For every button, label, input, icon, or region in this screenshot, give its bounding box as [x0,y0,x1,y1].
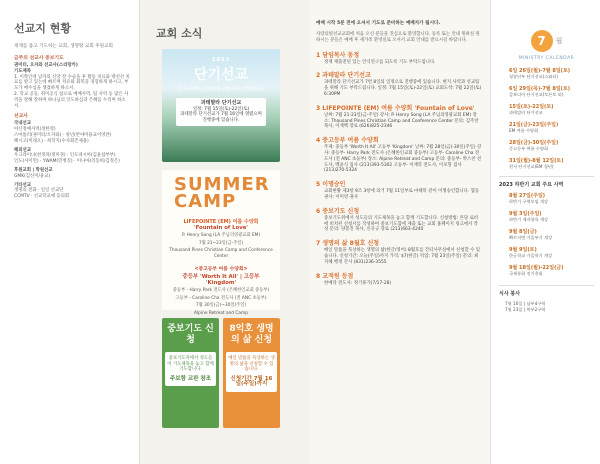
announcement-number: 7 [316,240,321,248]
worship-reminder: 예배 시작 5분 전에 오셔서 기도로 준비하는 예배자가 됩시다. [316,21,441,26]
other-title: 기타선교 [14,182,31,188]
camp-heading: SUMMER CAMP [174,174,270,212]
camp-em-venue: Thousand Pines Christian Camp and Conference Center [169,248,273,259]
news-column [140,0,310,464]
camp-em-title: LIFEPOINTE (EM) 여름 수양회 [183,219,259,225]
poster-title: 단기선교 [193,67,249,83]
event-date: 9월 9일(토) [509,247,537,253]
event-date: 6일 29일(목)-7월 8일(토) [509,86,571,92]
event-date: 15일(토)-22일(토) [509,104,554,110]
announcement-title: 과테말라 단기선교 [322,72,371,80]
announcement-title: 중보기도 신청 [322,207,360,215]
month-label: 월 [555,37,563,45]
devotional-signup-text: 매일 말씀을 묵상하는 생명의 삶을 신청할 수 있습니다. [228,356,275,373]
announcement-body: 주제: 중등부 'Worth It All' 고등부 'Kingdom' 날짜: 7월 28일(금)-30일(주일) 강사: 중등부- Harry Park 전도사 (은혜한인교회 중등부) 고등부- Caroline Cha 전도사 (전 ANC 초등부) 장소: Alpine Retreat and Camp 문의: 중등부- 박스찬 전도사, 백윤식 집사 (213)393-5302 고등부- 이재학 전도사, 이보형 집사 (213)270-5324 [324,145,482,174]
camp-em-date: 7월 21~23일(금-주일) [198,240,244,246]
ministry-calendar [490,0,600,464]
poster-info-box [176,98,266,126]
missions-column [0,0,140,464]
calendar-event [499,157,594,170]
announcement-item [316,238,482,265]
summer-camp-poster [162,170,280,316]
support-line: GMK(김신미/윤교) [14,173,51,179]
calendar-event [499,192,594,205]
camp-youth-speaker: 고등부 - Caroline Cha 전도사 (전 ANC 초등부) [175,295,267,301]
announcement-number: 5 [316,181,321,189]
camp-youth-title: <중고등부 여름 수양회> [194,267,248,272]
announcement-item [316,179,482,201]
announcement-body: 정재 재출전된 있는 안식연구를 되도록 기도 부탁드립니다. [324,59,436,65]
missions-title: 선교지 현황 [14,22,71,35]
event-date: 21일(금)-23일(주일) [509,122,559,128]
overseas-line: 인도(사이먼) · YWAM(민병진) · 이나마(리동희/김정은) [14,159,120,165]
prayer-signup-box [165,352,216,386]
domestic-line: 혜시고(미래오) · 희학지(수사회존제용) [14,138,89,144]
announcement-number: 8 [316,272,321,280]
calendar-subtitle: MINISTRY CALENDAR [518,56,575,61]
announcement-item [316,50,482,66]
announcement-item [316,271,482,287]
event-title: 현지 단기선교(EM 청년) [509,164,554,169]
camp-youth-speaker: 중등부 - Harry Park 전도사 (은혜한인교회 중등부) [172,288,270,293]
event-title: 한글학교 가을학기 개강 [509,253,553,258]
camp-em-theme: 'Fountain of Love' [193,225,249,231]
overseas-line: 우크라이나(천정파/정미경) · 인도네시아(김윤섭부부) [14,153,116,159]
meal-service-title: 식사 봉사 [499,285,594,297]
announcement-item [316,70,482,97]
event-title: 캄보디아 단기선교(토론토 외) [509,92,564,97]
event-date: 9월 3일(주일) [509,211,542,217]
welcome-text: 사랑의빛선교교회에 처음 오신 분들을 진심으로 환영합니다. 등록 또는 안내 원하실 원하시는 분들은 예배 후 새가족 환영실로 오셔서 교회 안내를 받으시길 바랍니다. [316,32,480,43]
calendar-event [499,264,594,277]
prayer-signup-title: 중보기도 신청 [167,324,214,345]
devotional-signup-poster [223,318,280,428]
calendar-event [499,103,594,116]
meal-service-item: 7월 16일 | 남부4구역 [505,301,546,306]
poster-year: 2023 [212,57,230,63]
support-title: 후원교회 | 학원선교 [14,167,53,173]
event-title: 중고등부 여름 수양회 [509,146,549,151]
second-half-title: 2023 하반기 교회 주요 사역 [499,176,594,188]
calendar-event [499,210,594,223]
event-date: 28일(금)-30일(주일) [509,140,559,146]
event-title: 과테말라 단기선교 [509,110,543,115]
meal-service-list [499,301,594,313]
prayer-topic-1: 1. 이쪽인데 남자의 신앙 잘 수술을 후 활동 치료와 방선선 치료를 받고 있는데 빠르며 치유와 회복을 경험하게 하시고, 부모가 매수심을 생겼하게 하소서. [14,74,130,92]
other-line: 생명의 전화 · 일일 선교단 [14,188,64,194]
event-title: 청장년부 단기선교(스와티) [509,74,559,79]
event-date: 8월 27일(주일) [509,193,546,199]
announcement-number: 1 [316,51,321,59]
domestic-title: 국내선교 [14,121,31,127]
announcement-number: 2 [316,72,321,80]
announcement-body: 매일 말씀을 묵상하는 생명의 삶(한글/영어) 8월호를 간터사무실에서 신청할 수 있습니다. 신청기간: 오늘(주일)까지 가격: $7(한글) 픽업: 7월 23일(주일) 문의: 최지혜 행정 간사 (831)236-3555 [324,248,480,265]
event-title: 하반기 제자양육 개강 [509,217,549,222]
devotional-signup-box [226,352,277,392]
announcement-item [316,103,482,130]
missionary-name: 권미터, 오자와 선교사(스리랑카) [14,63,78,68]
domestic-line: 스마틀러(권미터/오자와) · 청년(반야미용교이영란) [14,132,112,138]
signup-posters [162,318,280,428]
event-title: 빠르지면 가을부기 개강 [509,235,553,240]
camp-youth-date: 7월 30일(금)~30일(주일) [195,303,247,308]
announcement-body: 과테말라 단기선교가 7번 8일의 일정으로 진행중에 있습니다. 현지 사역과 선교팀을 위해 기도 부탁드립니다. 일정: 7월 15일(토)-22일(토) 교회도착: 7월 22일(토) 6:30PM [324,80,482,97]
event-date: 9월 18일(월)-22일(금) [509,265,564,271]
camp-em-speaker: P. Henry Song (LA 주님의영광교회 EM) [181,233,261,238]
calendar-event [499,85,594,98]
calendar-event [499,246,594,259]
prayer-signup-note: 주보함 교판 참조 [169,375,212,382]
mission-trip-poster [162,49,280,162]
announcement-title: 중고등부 여름 수양회 [322,137,379,145]
announcement-body: 교회현황 제3항 9조 3항에 의거 7월 11일부로 마태복 같이 이명승인합니다. 협동권사: 이미영 권사 [324,189,480,200]
announcement-item [316,135,482,174]
calendar-header [499,30,594,52]
devotional-signup-note: 신청기간 7월 16일(주일)까지 [230,375,273,388]
announcement-body: 중보기도위에서 성도들의 기도제목을 놓고 함께 기도합니다. 신청방법: 본당 로비에 비치된 신청서를 작성하여 중보기도함에 제출 또는 교회 홈페이지 링크에서 작성 문의: 양봉진 목사, 신유규 장로 (213)663-4240 [324,215,479,233]
poster-box-date: 일정: 7월 15일(토)-22일(토) [192,106,250,112]
poster-box-text: 과테말라 단기선교가 7월 16일에 열렸으며 진행중에 있습니다. [180,112,262,123]
prayer-signup-poster [162,318,219,428]
announcement-title: 이명승인 [322,181,346,189]
prayer-topics-label: 기도제목 [14,68,31,74]
announcement-number: 6 [316,207,321,215]
month-badge: 7 [531,30,553,52]
announcement-number: 3 [316,104,321,112]
announcement-item [316,206,482,233]
news-title: 교회 소식 [156,27,203,40]
poster-subtitle: 천지 사해표 선교팀을 위해 기도 부탁합니다 [178,87,264,92]
camp-youth-venue: Alpine Retreat and Camp [194,310,248,316]
event-title: EM 여름 수양회 [509,128,539,133]
announcement-title: 교적원 등점 [322,272,354,280]
prayer-topic-2: 2. 학교 공동, 취미공식 참으로 예배사역, 팀 사역 등 많은 사역을 잘해 잘하며 하나님의 인도하심과 은혜를 누리며 하소서. [14,91,129,109]
poster-box-title: 과테말라 단기선교 [200,100,242,106]
event-title: 하반기 구역모임 개강 [509,199,549,204]
announcement-title: 생명의 삶 8월호 신청 [322,240,380,248]
other-line: CCMTV · 선교학교예 동의회 [14,194,70,200]
missions-intro: 세계를 품고 기도하는 교회, 생명땅 교회 후원교회 [14,44,113,49]
announcements-column [310,0,490,464]
event-date: 9월 8일(금) [509,229,537,235]
prayer-subtitle: 금주의 선교사 중보기도 [14,56,64,61]
calendar-event [499,228,594,241]
missionaries-subtitle: 선교사 [14,114,28,120]
camp-youth-theme: 중등부 'Worth It All' | 고등부 'Kingdom' [182,274,260,286]
calendar-event [499,139,594,152]
domestic-line: 아산정예사역(정한영) [14,127,56,133]
overseas-title: 해외선교 [14,147,31,153]
announcement-body: 날짜: 7월 21-23일(금-주일) 강사: P. Henry Song (LA 주님의영광교회 EM) 장소: Thousand Pines Christian Camp and Conference Center 문의: 김주찬 목사, 이재백 장로 (626)825-2346 [324,112,479,130]
calendar-event [499,67,594,80]
announcement-body: 한예라 전도사: 정기휴가(7/17-28) [324,280,392,286]
calendar-event [499,121,594,134]
announcement-number: 4 [316,137,321,145]
devotional-signup-title: 8억호 생명의 삶 신청 [229,324,274,345]
announcement-title: LIFEPOINTE (EM) 여름 수양회 'Fountain of Love' [322,104,475,112]
event-date: 31일(월)-8월 12일(토) [509,158,564,164]
announcement-title: 담임목사 동정 [322,51,360,59]
event-title: 국제통화 전기총회 [509,271,543,276]
meal-service-item: 7월 23일 | 북부2구역 [505,306,546,312]
prayer-signup-text: 중보기도자에서 성도들이 기도제목을 놓고 함께 기도합니다. [167,356,214,373]
event-date: 6일 26일(월)-7월 8일(토) [509,68,571,74]
